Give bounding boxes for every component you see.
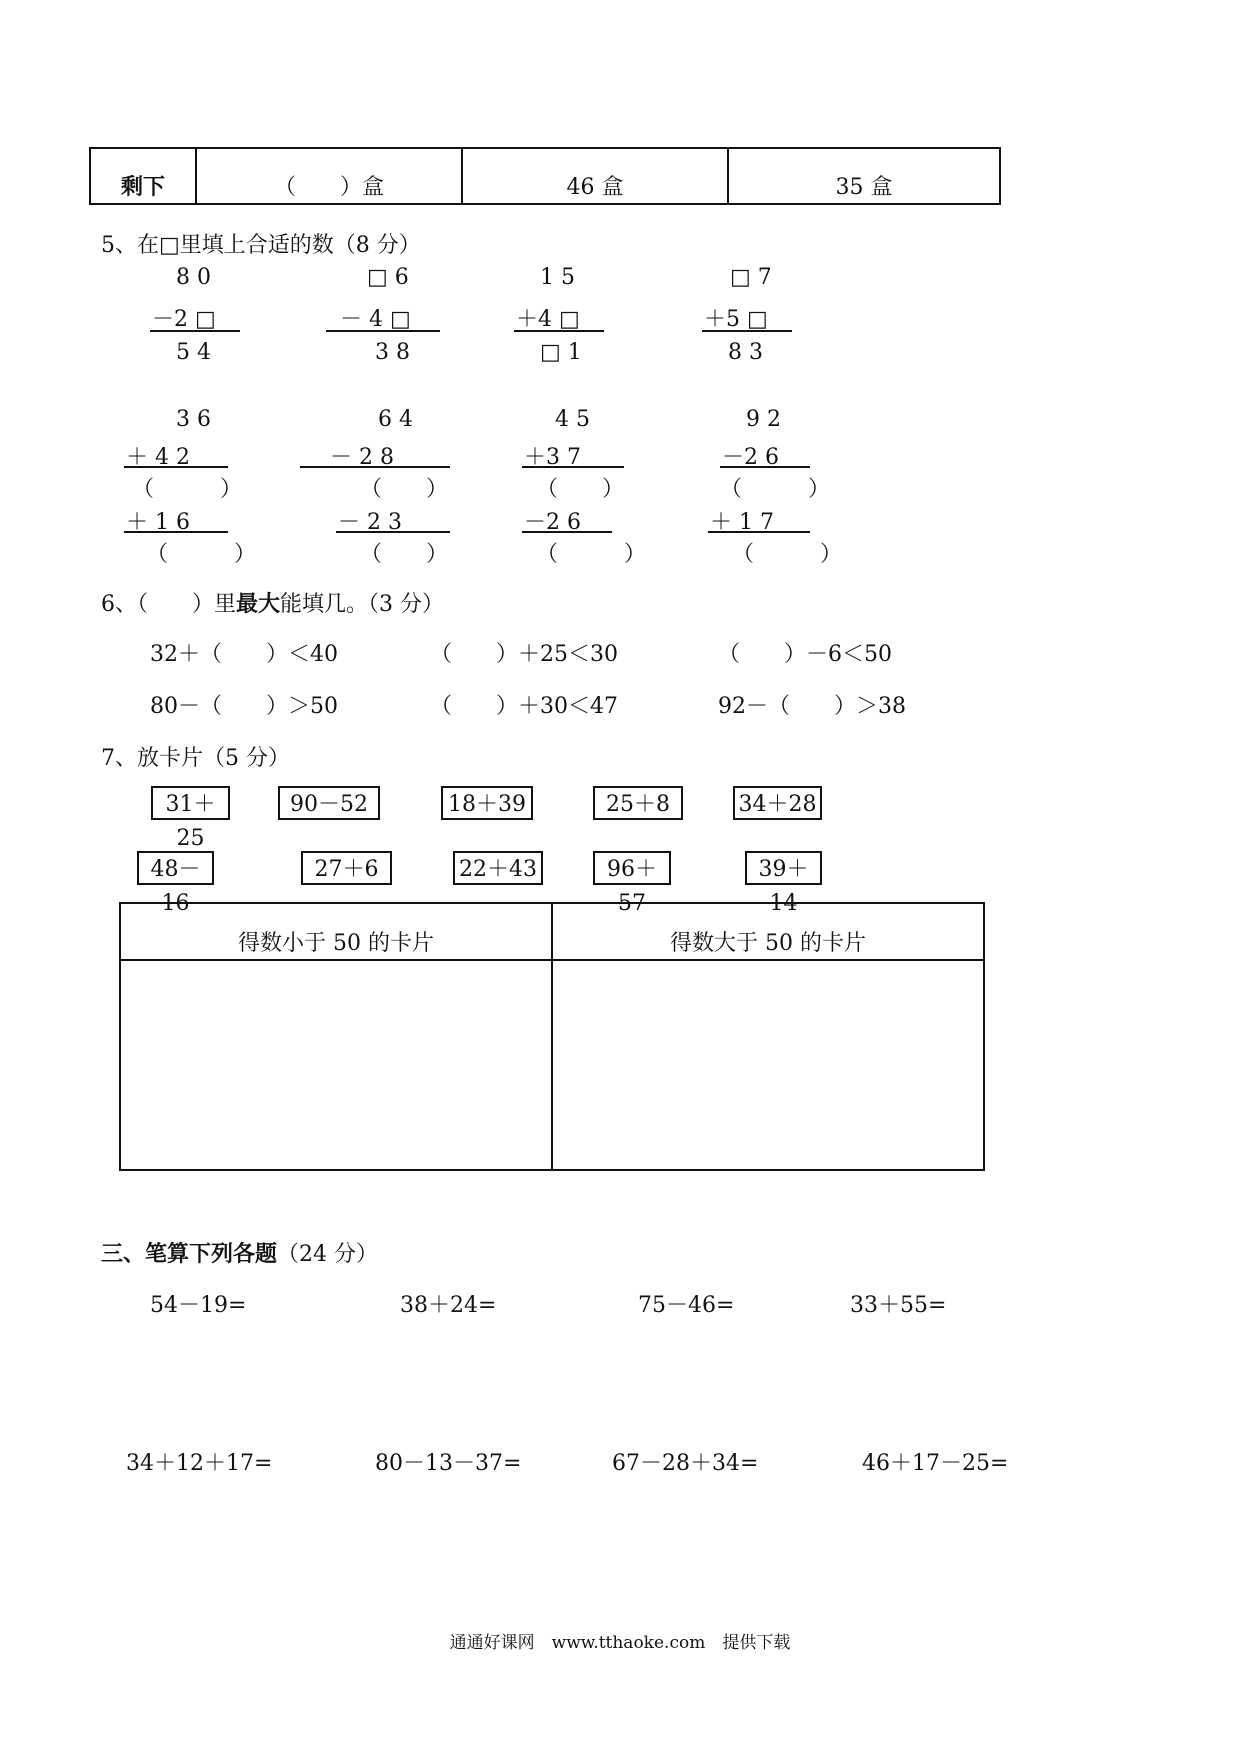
q6-item-1: 32＋（ ）＜40 xyxy=(150,642,338,667)
card: 96＋57 xyxy=(593,851,671,885)
card: 90－52 xyxy=(278,786,380,820)
q5-p2-top: □ 6 xyxy=(367,265,409,290)
calc-item: 80－13－37= xyxy=(375,1451,522,1476)
q5-c3-r1: （ ） xyxy=(536,477,625,502)
q5-c2-op1: － 2 8 xyxy=(330,445,394,470)
row-label: 剩下 xyxy=(90,148,196,204)
card: 25＋8 xyxy=(593,786,683,820)
q5-p2-op: － 4 □ xyxy=(340,307,411,332)
q5-p1-res: 5 4 xyxy=(176,340,211,365)
q5-c2-r2: （ ） xyxy=(360,542,449,567)
answer-area-greater xyxy=(552,960,984,1170)
card: 18＋39 xyxy=(441,786,533,820)
q5-c1-r2: （ ） xyxy=(146,542,257,567)
calc-item: 46＋17－25= xyxy=(862,1451,1009,1476)
answer-area-less xyxy=(120,960,552,1170)
q5-c3-op2: －2 6 xyxy=(524,510,581,535)
q6-item-2: （ ）＋25＜30 xyxy=(430,642,618,667)
cell-remaining-2: 46 盒 xyxy=(462,148,728,204)
q5-p2-res: 3 8 xyxy=(375,340,410,365)
calc-item: 75－46= xyxy=(638,1293,735,1318)
q5-c2-op2: － 2 3 xyxy=(338,510,402,535)
q6-item-4: 80－（ ）＞50 xyxy=(150,694,338,719)
q5-c4-a: 9 2 xyxy=(746,407,781,432)
card: 22＋43 xyxy=(453,851,543,885)
card: 34＋28 xyxy=(733,786,822,820)
q5-c4-r1: （ ） xyxy=(720,477,831,502)
q5-c1-r1: （ ） xyxy=(132,477,243,502)
q5-p4-res: 8 3 xyxy=(728,340,763,365)
card: 48－16 xyxy=(137,851,214,885)
q5-c4-op1: －2 6 xyxy=(722,445,779,470)
q5-p4-op: ＋5 □ xyxy=(704,307,768,332)
q5-p3-top: 1 5 xyxy=(540,265,575,290)
cell-remaining-3: 35 盒 xyxy=(728,148,1000,204)
q6-title: 6、（ ）里最大能填几。（3 分） xyxy=(101,592,445,617)
q5-p3-res: □ 1 xyxy=(540,340,582,365)
q5-p1-top: 8 0 xyxy=(176,265,211,290)
q5-c4-op2: ＋ 1 7 xyxy=(710,510,774,535)
q5-c2-a: 6 4 xyxy=(378,407,413,432)
q6-item-5: （ ）＋30＜47 xyxy=(430,694,618,719)
q5-c3-op1: ＋3 7 xyxy=(524,445,581,470)
header-greater-than-50: 得数大于 50 的卡片 xyxy=(552,903,984,960)
header-less-than-50: 得数小于 50 的卡片 xyxy=(120,903,552,960)
q7-title: 7、放卡片（5 分） xyxy=(101,746,290,771)
q6-item-3: （ ）－6＜50 xyxy=(718,642,892,667)
section3-title: 三、笔算下列各题（24 分） xyxy=(101,1242,379,1267)
q5-p4-top: □ 7 xyxy=(730,265,772,290)
card: 27＋6 xyxy=(301,851,392,885)
q5-c4-r2: （ ） xyxy=(732,542,843,567)
q6-item-6: 92－（ ）＞38 xyxy=(718,694,906,719)
q5-c2-r1: （ ） xyxy=(360,477,449,502)
calc-item: 34＋12＋17= xyxy=(126,1451,273,1476)
cell-remaining-1: （ ）盒 xyxy=(196,148,462,204)
q5-title: 5、在□里填上合适的数（8 分） xyxy=(101,233,421,258)
card-sort-table xyxy=(119,902,985,1171)
q5-c3-r2: （ ） xyxy=(536,542,647,567)
q5-c3-a: 4 5 xyxy=(555,407,590,432)
calc-item: 33＋55= xyxy=(850,1293,947,1318)
q5-c1-op2: ＋ 1 6 xyxy=(126,510,190,535)
q5-c1-op1: ＋ 4 2 xyxy=(126,445,190,470)
calc-item: 54－19= xyxy=(150,1293,247,1318)
calc-item: 67－28＋34= xyxy=(612,1451,759,1476)
calc-item: 38＋24= xyxy=(400,1293,497,1318)
card: 39＋14 xyxy=(745,851,822,885)
q5-p3-op: ＋4 □ xyxy=(516,307,580,332)
card: 31＋25 xyxy=(151,786,230,820)
remaining-table xyxy=(89,147,1001,205)
footer-credit: 通通好课网 www.tthaoke.com 提供下载 xyxy=(449,1633,791,1653)
q5-c1-a: 3 6 xyxy=(176,407,211,432)
q5-p1-op: －2 □ xyxy=(152,307,216,332)
